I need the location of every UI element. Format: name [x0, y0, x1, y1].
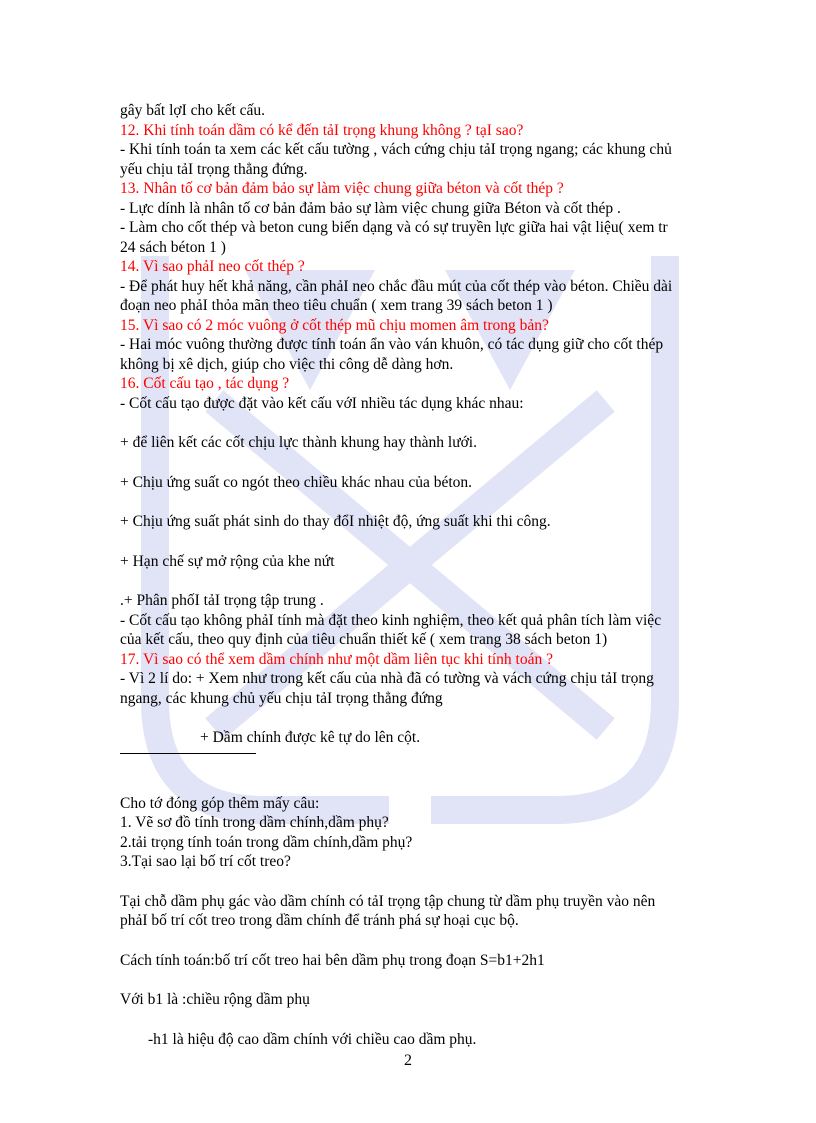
- text-line: - Khi tính toán ta xem các kết cấu tường , vách cứng chịu tảI trọng ngang; các khung chủ: [120, 141, 672, 158]
- text-line: 24 sách béton 1 ): [120, 238, 226, 256]
- text-line: Với b1 là :chiều rộng dầm phụ: [120, 991, 310, 1008]
- text-line: - Lực dính là nhân tố cơ bản đảm bảo sự làm việc chung giữa Béton và cốt thép .: [120, 199, 621, 217]
- text-line: - Vì 2 lí do: + Xem như trong kết cấu của nhà đã có tường và vách cứng chịu tảI trọng: [120, 670, 654, 687]
- question-heading: 13. Nhân tố cơ bản đảm bảo sự làm việc chung giữa béton và cốt thép ?: [120, 180, 564, 197]
- page-number: 2: [404, 1052, 412, 1069]
- text-line: + Chịu ứng suất phát sinh do thay đổI nhiệt độ, ứng suất khi thi công.: [120, 513, 551, 530]
- text-line: ngang, các khung chủ yếu chịu tảI trọng thẳng đứng: [120, 689, 443, 707]
- spacer: [120, 1010, 710, 1030]
- spacer: [120, 453, 710, 473]
- spacer: [120, 872, 710, 892]
- text-line: Tại chỗ dầm phụ gác vào dầm chính có tảI trọng tập chung từ dầm phụ truyền vào nên: [120, 892, 656, 910]
- spacer: [120, 774, 710, 794]
- text-line: 3.Tại sao lại bố trí cốt treo?: [120, 853, 291, 870]
- question-heading: 17. Vì sao có thể xem dầm chính như một dầm liên tục khi tính toán ?: [120, 650, 553, 668]
- text-line: - Làm cho cốt thép và beton cung biến dạng và có sự truyền lực giữa hai vật liệu( xem tr: [120, 219, 668, 236]
- text-line: + Chịu ứng suất co ngót theo chiều khác nhau của béton.: [120, 473, 473, 491]
- text-line: đoạn neo phảI thỏa mãn theo tiêu chuẩn ( xem trang 39 sách beton 1 ): [120, 297, 553, 314]
- text-line: của kết cấu, theo quy định của tiêu chuẩn thiết kế ( xem trang 38 sách beton 1): [120, 631, 608, 648]
- spacer: [120, 413, 710, 433]
- text-line: - Hai móc vuông thường được tính toán ẩn vào ván khuôn, có tác dụng giữ cho cốt thép: [120, 336, 664, 353]
- spacer: [120, 571, 710, 591]
- spacer: [120, 970, 710, 990]
- text-line: - Để phát huy hết khả năng, cần phảI neo chắc đầu mút của cốt thép vào béton. Chiều dài: [120, 277, 673, 295]
- spacer: [120, 708, 710, 728]
- text-line: 1. Vẽ sơ đồ tính trong dầm chính,dầm phụ?: [120, 814, 389, 831]
- text-line: + để liên kết các cốt chịu lực thành khung hay thành lưới.: [120, 434, 477, 451]
- text-line: Cho tớ đóng góp thêm mấy câu:: [120, 794, 320, 812]
- text-line: .+ Phân phốI tảI trọng tập trung .: [120, 592, 324, 609]
- text-line: phảI bố trí cốt treo trong dầm chính để tránh phá sự hoại cục bộ.: [120, 912, 519, 929]
- text-line: yếu chịu tảI trọng thẳng đứng.: [120, 160, 308, 178]
- spacer: [120, 754, 710, 774]
- text-line: gây bất lợI cho kết cấu.: [120, 102, 266, 119]
- text-line: Cách tính toán:bố trí cốt treo hai bên dầm phụ trong đoạn S=b1+2h1: [120, 951, 545, 969]
- spacer: [120, 931, 710, 951]
- question-heading: 16. Cốt cấu tạo , tác dụng ?: [120, 375, 290, 392]
- question-heading: 12. Khi tính toán dầm có kể đến tảI trọng khung không ? tạI sao?: [120, 121, 524, 139]
- document-body: [120, 101, 710, 1049]
- text-line: + Dầm chính được kê tự do lên cột.: [200, 729, 421, 746]
- text-line: không bị xê dịch, giúp cho việc thi công dễ dàng hơn.: [120, 355, 454, 373]
- text-line: + Hạn chế sự mở rộng của khe nứt: [120, 552, 335, 570]
- spacer: [120, 492, 710, 512]
- question-heading: 14. Vì sao phảI neo cốt thép ?: [120, 258, 305, 275]
- question-heading: 15. Vì sao có 2 móc vuông ở cốt thép mũ chịu momen âm trong bản?: [120, 316, 549, 334]
- text-line: - Cốt cấu tạo được đặt vào kết cấu vớI nhiều tác dụng khác nhau:: [120, 394, 524, 412]
- text-line: 2.tải trọng tính toán trong dầm chính,dầm phụ?: [120, 833, 413, 851]
- spacer: [120, 532, 710, 552]
- text-line: -h1 là hiệu độ cao dầm chính với chiều cao dầm phụ.: [148, 1030, 477, 1048]
- text-line: - Cốt cấu tạo không phảI tính mà đặt theo kinh nghiệm, theo kết quả phân tích làm việc: [120, 611, 662, 629]
